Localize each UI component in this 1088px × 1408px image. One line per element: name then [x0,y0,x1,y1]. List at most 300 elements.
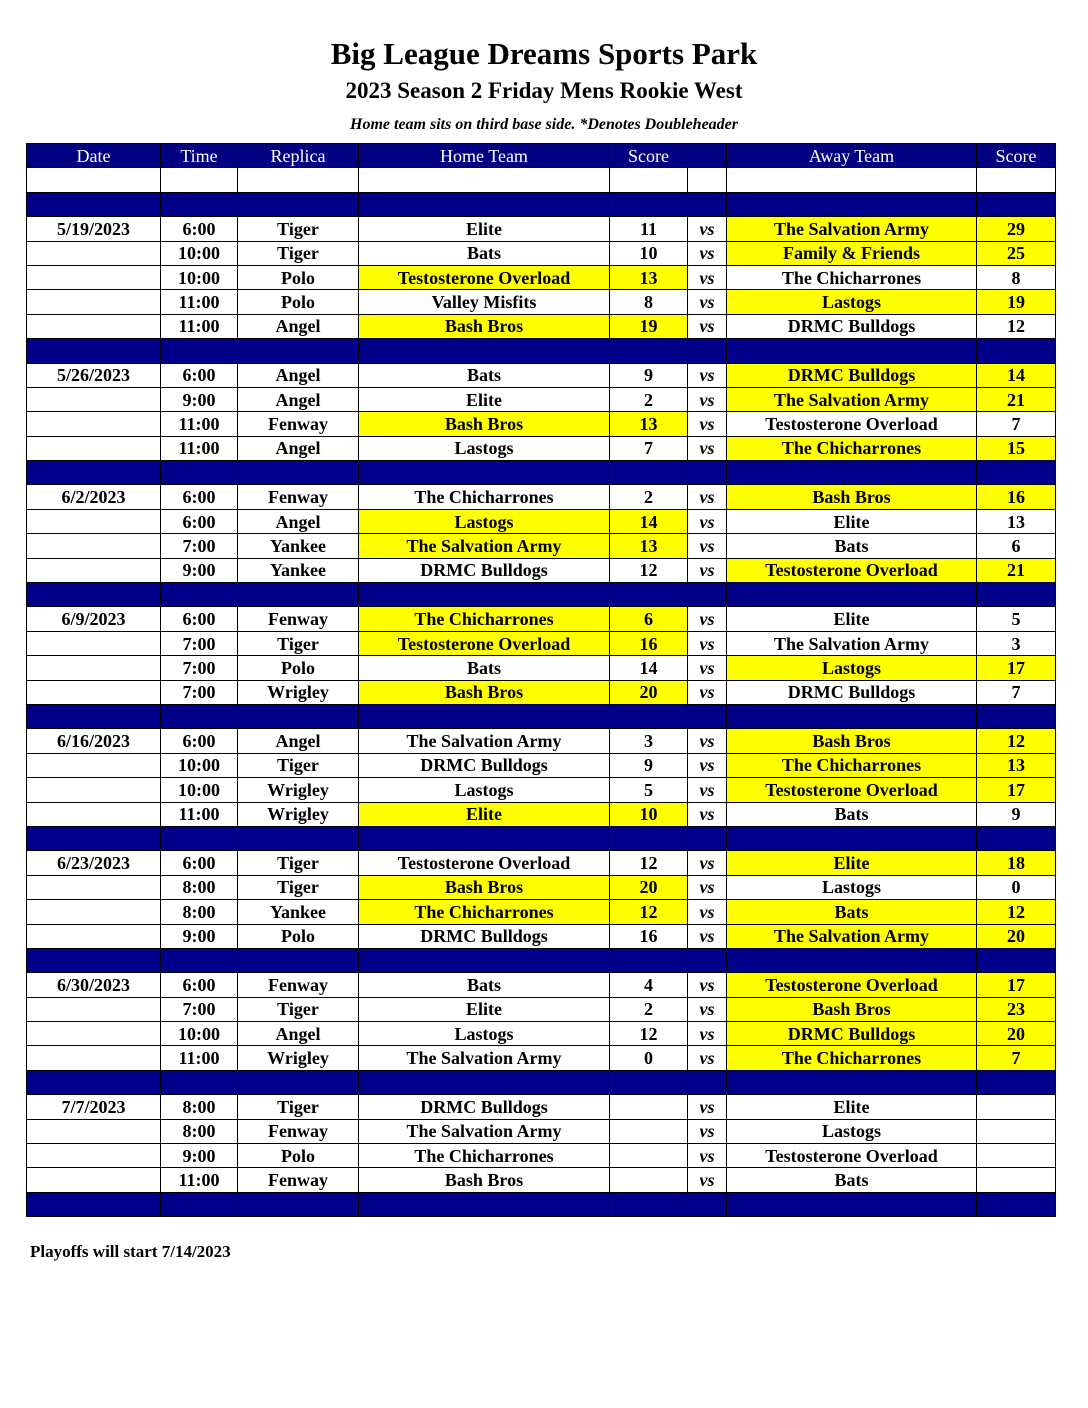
away-score-cell: 13 [977,509,1056,533]
week-separator-row [27,339,1056,363]
empty-cell [977,168,1056,192]
column-header-home-score: Score [610,144,688,168]
away-score-cell: 12 [977,314,1056,338]
time-cell: 6:00 [161,729,238,753]
time-cell: 8:00 [161,1095,238,1119]
empty-cell [27,583,161,607]
home-score-cell: 10 [610,241,688,265]
column-header-time: Time [161,144,238,168]
empty-cell [688,168,727,192]
field-cell: Angel [238,436,359,460]
away-score-cell: 19 [977,290,1056,314]
home-team-cell: DRMC Bulldogs [359,1095,610,1119]
away-score-cell: 12 [977,729,1056,753]
game-row [27,802,1056,826]
date-cell [27,314,161,338]
home-score-cell: 19 [610,314,688,338]
home-team-cell: Bash Bros [359,875,610,899]
vs-cell: vs [688,314,727,338]
home-team-note: Home team sits on third base side. *Denotes Doubleheader [350,116,738,133]
column-header-away-team: Away Team [727,144,977,168]
away-team-cell: The Chicharrones [727,753,977,777]
game-row [27,607,1056,631]
away-score-cell: 29 [977,217,1056,241]
away-team-cell: Bash Bros [727,997,977,1021]
away-team-cell: The Chicharrones [727,1046,977,1070]
home-team-cell: Bats [359,973,610,997]
home-team-cell: Lastogs [359,1022,610,1046]
empty-cell [27,461,161,485]
date-cell: 6/16/2023 [27,729,161,753]
vs-cell: vs [688,656,727,680]
date-cell [27,436,161,460]
date-cell [27,1046,161,1070]
schedule-table [26,143,1056,1217]
empty-cell [977,826,1056,850]
date-cell [27,509,161,533]
empty-cell [610,948,688,972]
field-cell: Fenway [238,1119,359,1143]
empty-cell [610,826,688,850]
document-subtitle: 2023 Season 2 Friday Mens Rookie West [345,78,743,103]
home-score-cell [610,1119,688,1143]
empty-cell [727,704,977,728]
away-team-cell: Lastogs [727,290,977,314]
time-cell: 10:00 [161,778,238,802]
time-cell: 6:00 [161,851,238,875]
empty-cell [27,1070,161,1094]
time-cell: 6:00 [161,509,238,533]
date-cell: 7/7/2023 [27,1095,161,1119]
empty-cell [688,1070,727,1094]
away-team-cell: Bash Bros [727,729,977,753]
column-header-vs [688,144,727,168]
empty-cell [727,826,977,850]
document-title: Big League Dreams Sports Park [330,36,758,71]
away-team-cell: The Chicharrones [727,436,977,460]
field-cell: Tiger [238,241,359,265]
home-team-cell: The Salvation Army [359,534,610,558]
date-cell: 6/9/2023 [27,607,161,631]
empty-cell [27,168,161,192]
date-cell [27,1144,161,1168]
date-cell [27,1119,161,1143]
vs-cell: vs [688,778,727,802]
game-row [27,900,1056,924]
field-cell: Angel [238,729,359,753]
blank-row [27,168,1056,192]
empty-cell [610,583,688,607]
empty-cell [610,1070,688,1094]
time-cell: 11:00 [161,802,238,826]
away-score-cell: 16 [977,485,1056,509]
empty-cell [727,192,977,216]
game-row [27,314,1056,338]
empty-cell [27,948,161,972]
home-score-cell: 16 [610,924,688,948]
away-team-cell: The Salvation Army [727,217,977,241]
away-score-cell [977,1095,1056,1119]
away-score-cell: 14 [977,363,1056,387]
vs-cell: vs [688,1022,727,1046]
vs-cell: vs [688,217,727,241]
away-score-cell: 8 [977,265,1056,289]
time-cell: 8:00 [161,1119,238,1143]
home-team-cell: The Chicharrones [359,900,610,924]
empty-cell [688,461,727,485]
home-score-cell: 2 [610,485,688,509]
vs-cell: vs [688,753,727,777]
away-team-cell: Elite [727,1095,977,1119]
empty-cell [688,1192,727,1216]
vs-cell: vs [688,924,727,948]
away-score-cell: 17 [977,973,1056,997]
empty-cell [238,704,359,728]
away-score-cell: 7 [977,1046,1056,1070]
home-team-cell: Testosterone Overload [359,851,610,875]
empty-cell [688,192,727,216]
home-team-cell: DRMC Bulldogs [359,558,610,582]
home-team-cell: Bats [359,656,610,680]
date-cell [27,753,161,777]
game-row [27,412,1056,436]
away-team-cell: Bats [727,802,977,826]
time-cell: 6:00 [161,973,238,997]
week-separator-row [27,461,1056,485]
game-row [27,753,1056,777]
game-row [27,729,1056,753]
empty-cell [27,704,161,728]
away-score-cell: 7 [977,412,1056,436]
vs-cell: vs [688,485,727,509]
empty-cell [161,1070,238,1094]
away-score-cell: 21 [977,387,1056,411]
away-score-cell: 21 [977,558,1056,582]
game-row [27,997,1056,1021]
home-score-cell: 9 [610,363,688,387]
home-score-cell: 2 [610,997,688,1021]
game-row [27,656,1056,680]
home-score-cell: 13 [610,534,688,558]
game-row [27,436,1056,460]
time-cell: 9:00 [161,1144,238,1168]
empty-cell [727,168,977,192]
vs-cell: vs [688,412,727,436]
empty-cell [727,1192,977,1216]
game-row [27,485,1056,509]
field-cell: Angel [238,363,359,387]
vs-cell: vs [688,680,727,704]
away-score-cell [977,1144,1056,1168]
vs-cell: vs [688,558,727,582]
away-score-cell: 23 [977,997,1056,1021]
home-score-cell: 12 [610,900,688,924]
empty-cell [688,704,727,728]
field-cell: Fenway [238,485,359,509]
home-score-cell: 0 [610,1046,688,1070]
empty-cell [359,1070,610,1094]
away-score-cell: 13 [977,753,1056,777]
field-cell: Fenway [238,1168,359,1192]
empty-cell [359,192,610,216]
date-cell [27,1022,161,1046]
home-team-cell: The Salvation Army [359,1119,610,1143]
home-team-cell: Bash Bros [359,1168,610,1192]
vs-cell: vs [688,973,727,997]
date-cell [27,997,161,1021]
field-cell: Polo [238,1144,359,1168]
time-cell: 11:00 [161,1168,238,1192]
away-score-cell: 25 [977,241,1056,265]
date-cell [27,387,161,411]
home-team-cell: The Salvation Army [359,1046,610,1070]
date-cell [27,900,161,924]
game-row [27,290,1056,314]
vs-cell: vs [688,509,727,533]
away-team-cell: Elite [727,607,977,631]
away-team-cell: Elite [727,851,977,875]
vs-cell: vs [688,729,727,753]
empty-cell [977,1070,1056,1094]
date-cell [27,875,161,899]
empty-cell [727,339,977,363]
home-team-cell: DRMC Bulldogs [359,753,610,777]
home-team-cell: The Salvation Army [359,729,610,753]
vs-cell: vs [688,363,727,387]
home-team-cell: Bash Bros [359,314,610,338]
field-cell: Angel [238,387,359,411]
home-team-cell: Lastogs [359,509,610,533]
home-score-cell: 20 [610,680,688,704]
field-cell: Yankee [238,558,359,582]
time-cell: 8:00 [161,900,238,924]
date-cell [27,802,161,826]
home-score-cell: 11 [610,217,688,241]
empty-cell [610,339,688,363]
time-cell: 6:00 [161,363,238,387]
table-header-row [27,144,1056,168]
away-score-cell: 17 [977,778,1056,802]
week-separator-row [27,1070,1056,1094]
date-cell [27,265,161,289]
field-cell: Tiger [238,217,359,241]
home-score-cell [610,1168,688,1192]
home-team-cell: Lastogs [359,778,610,802]
away-team-cell: Bash Bros [727,485,977,509]
empty-cell [359,826,610,850]
empty-cell [238,192,359,216]
empty-cell [610,704,688,728]
field-cell: Polo [238,656,359,680]
away-team-cell: DRMC Bulldogs [727,314,977,338]
date-cell [27,534,161,558]
time-cell: 11:00 [161,412,238,436]
away-team-cell: DRMC Bulldogs [727,363,977,387]
empty-cell [238,1070,359,1094]
empty-cell [359,583,610,607]
game-row [27,241,1056,265]
away-team-cell: Bats [727,1168,977,1192]
away-team-cell: DRMC Bulldogs [727,680,977,704]
field-cell: Tiger [238,875,359,899]
empty-cell [359,168,610,192]
time-cell: 10:00 [161,1022,238,1046]
game-row [27,363,1056,387]
field-cell: Yankee [238,900,359,924]
home-score-cell [610,1144,688,1168]
time-cell: 7:00 [161,656,238,680]
away-score-cell: 9 [977,802,1056,826]
time-cell: 10:00 [161,265,238,289]
vs-cell: vs [688,875,727,899]
home-score-cell: 2 [610,387,688,411]
empty-cell [359,339,610,363]
game-row [27,265,1056,289]
empty-cell [977,704,1056,728]
empty-cell [977,948,1056,972]
date-cell [27,778,161,802]
away-team-cell: Elite [727,509,977,533]
home-score-cell: 7 [610,436,688,460]
time-cell: 9:00 [161,924,238,948]
empty-cell [727,1070,977,1094]
date-cell [27,558,161,582]
empty-cell [238,1192,359,1216]
empty-cell [977,192,1056,216]
home-team-cell: The Chicharrones [359,607,610,631]
game-row [27,1119,1056,1143]
time-cell: 9:00 [161,387,238,411]
away-team-cell: Testosterone Overload [727,973,977,997]
empty-cell [238,583,359,607]
empty-cell [727,461,977,485]
home-score-cell: 12 [610,1022,688,1046]
game-row [27,973,1056,997]
away-team-cell: The Salvation Army [727,631,977,655]
field-cell: Angel [238,1022,359,1046]
empty-cell [977,1192,1056,1216]
home-score-cell: 10 [610,802,688,826]
empty-cell [161,461,238,485]
empty-cell [727,948,977,972]
home-score-cell [610,1095,688,1119]
away-team-cell: Testosterone Overload [727,1144,977,1168]
empty-cell [27,192,161,216]
field-cell: Angel [238,314,359,338]
game-row [27,924,1056,948]
empty-cell [161,192,238,216]
away-team-cell: The Chicharrones [727,265,977,289]
home-team-cell: Bats [359,363,610,387]
home-score-cell: 3 [610,729,688,753]
week-separator-row [27,826,1056,850]
vs-cell: vs [688,997,727,1021]
field-cell: Fenway [238,412,359,436]
home-team-cell: Elite [359,802,610,826]
away-score-cell: 17 [977,656,1056,680]
home-team-cell: Bash Bros [359,680,610,704]
empty-cell [161,339,238,363]
home-team-cell: Elite [359,217,610,241]
vs-cell: vs [688,241,727,265]
game-row [27,875,1056,899]
vs-cell: vs [688,1046,727,1070]
empty-cell [161,826,238,850]
away-team-cell: The Salvation Army [727,924,977,948]
time-cell: 6:00 [161,607,238,631]
away-score-cell: 18 [977,851,1056,875]
home-score-cell: 9 [610,753,688,777]
away-score-cell: 20 [977,924,1056,948]
home-score-cell: 8 [610,290,688,314]
field-cell: Yankee [238,534,359,558]
empty-cell [359,704,610,728]
away-team-cell: Testosterone Overload [727,412,977,436]
date-cell: 6/2/2023 [27,485,161,509]
empty-cell [238,461,359,485]
home-team-cell: Testosterone Overload [359,631,610,655]
empty-cell [161,704,238,728]
away-score-cell [977,1119,1056,1143]
vs-cell: vs [688,265,727,289]
field-cell: Tiger [238,631,359,655]
game-row [27,534,1056,558]
time-cell: 7:00 [161,534,238,558]
time-cell: 11:00 [161,436,238,460]
date-cell [27,631,161,655]
time-cell: 7:00 [161,631,238,655]
away-team-cell: DRMC Bulldogs [727,1022,977,1046]
empty-cell [977,461,1056,485]
date-cell [27,241,161,265]
home-score-cell: 14 [610,656,688,680]
home-score-cell: 16 [610,631,688,655]
time-cell: 6:00 [161,485,238,509]
home-score-cell: 5 [610,778,688,802]
away-team-cell: The Salvation Army [727,387,977,411]
week-separator-row [27,704,1056,728]
date-cell [27,1168,161,1192]
column-header-away-score: Score [977,144,1056,168]
game-row [27,1095,1056,1119]
empty-cell [238,339,359,363]
field-cell: Wrigley [238,680,359,704]
empty-cell [688,339,727,363]
date-cell: 6/30/2023 [27,973,161,997]
date-cell: 6/23/2023 [27,851,161,875]
empty-cell [688,948,727,972]
game-row [27,509,1056,533]
empty-cell [977,339,1056,363]
field-cell: Fenway [238,607,359,631]
vs-cell: vs [688,1168,727,1192]
column-header-replica: Replica [238,144,359,168]
empty-cell [359,1192,610,1216]
field-cell: Tiger [238,753,359,777]
vs-cell: vs [688,1095,727,1119]
empty-cell [359,461,610,485]
time-cell: 11:00 [161,314,238,338]
away-score-cell: 0 [977,875,1056,899]
home-team-cell: Valley Misfits [359,290,610,314]
home-score-cell: 20 [610,875,688,899]
field-cell: Angel [238,509,359,533]
home-team-cell: Elite [359,387,610,411]
empty-cell [27,339,161,363]
home-team-cell: The Chicharrones [359,1144,610,1168]
date-cell [27,290,161,314]
empty-cell [610,1192,688,1216]
